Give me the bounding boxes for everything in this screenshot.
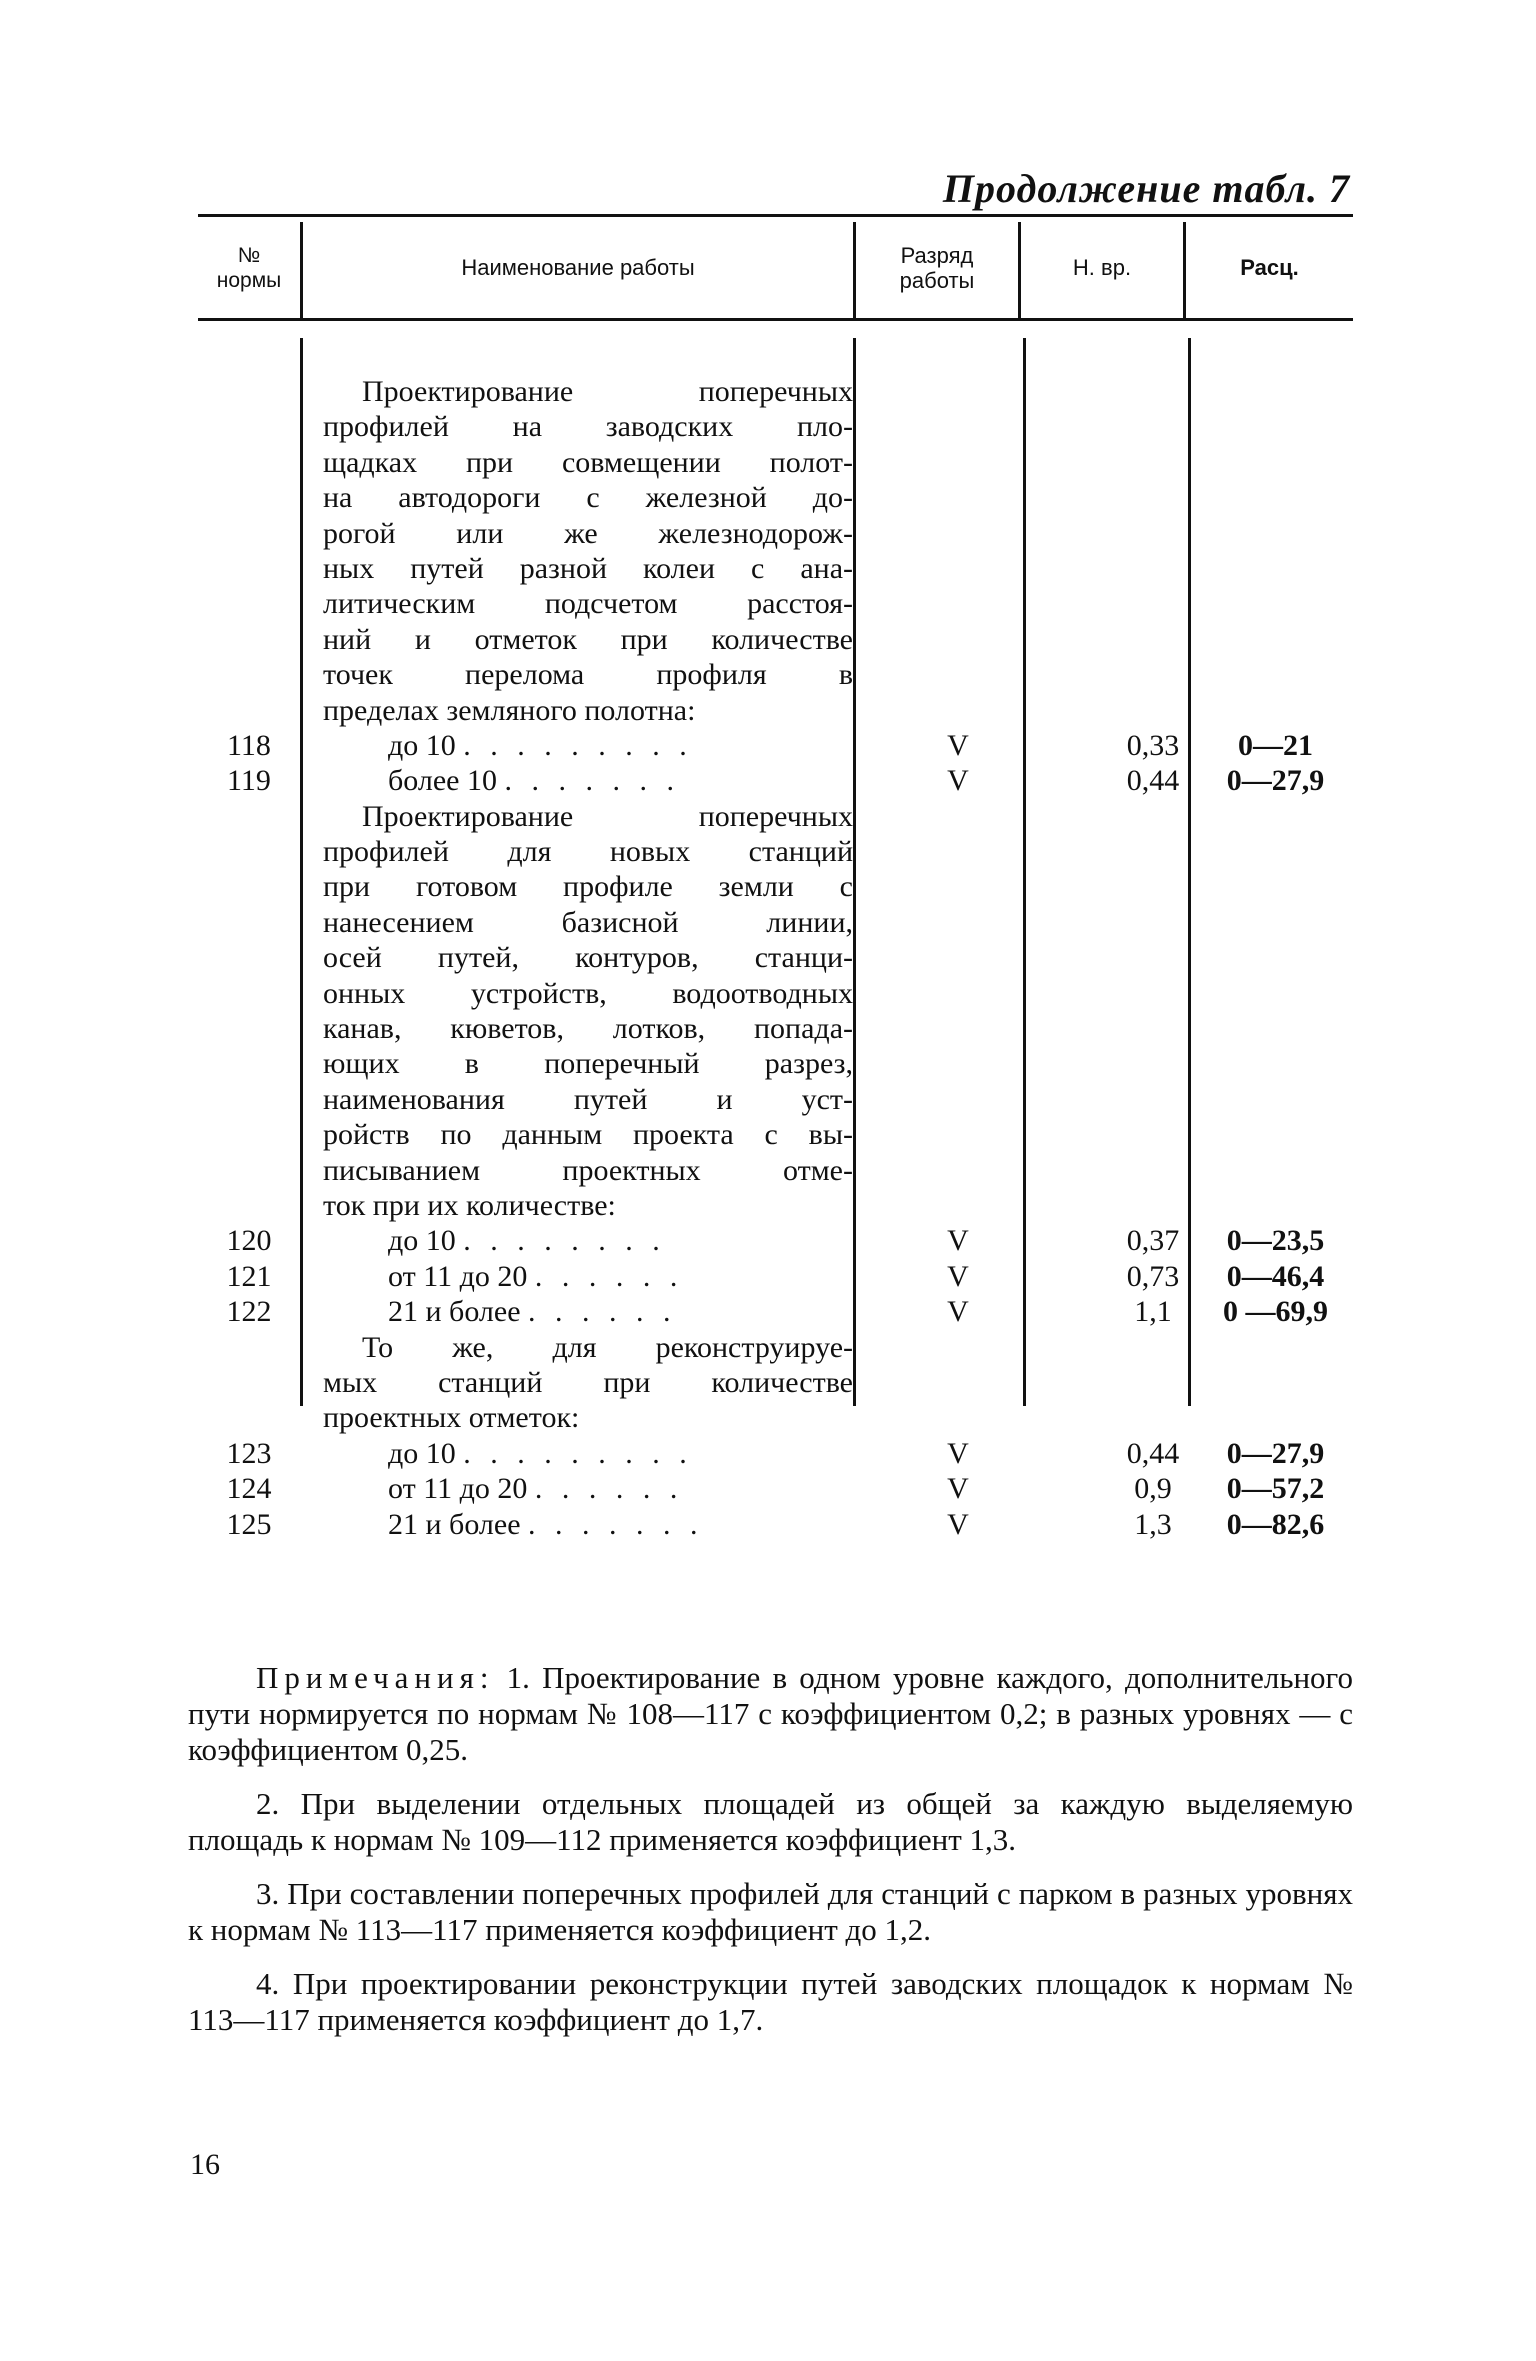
table-row bbox=[198, 1507, 1353, 1542]
work-name: на автодороги с железной до- bbox=[323, 481, 853, 515]
norm-number: 124 bbox=[226, 1472, 272, 1506]
work-name-text bbox=[323, 1365, 853, 1400]
work-name: писыванием проектных отме- bbox=[323, 1153, 853, 1187]
work-name-text bbox=[323, 869, 853, 904]
work-name-text bbox=[323, 551, 853, 586]
table-text-line bbox=[198, 480, 1353, 515]
work-name: То же, для реконструируе- bbox=[362, 1330, 853, 1364]
work-name: щадках при совмещении полот- bbox=[323, 445, 853, 479]
work-name: литическим подсчетом расстоя- bbox=[323, 587, 853, 621]
rate-value: 0—57,2 bbox=[1226, 1472, 1325, 1506]
work-name-text bbox=[388, 1507, 853, 1542]
rate-value: 0—27,9 bbox=[1226, 764, 1325, 798]
header-rate: Расц. bbox=[1240, 255, 1299, 280]
table-text-line bbox=[198, 586, 1353, 621]
notes-label: Примечания: bbox=[256, 1660, 495, 1695]
work-name: 21 и более bbox=[388, 1295, 521, 1329]
table-text-line bbox=[198, 1400, 1353, 1435]
table-text-line bbox=[198, 1117, 1353, 1152]
work-name: канав, кюветов, лотков, попада- bbox=[323, 1012, 853, 1046]
rate-value: 0—82,6 bbox=[1226, 1507, 1325, 1541]
table-text-line bbox=[198, 1153, 1353, 1188]
rate-value: 0—27,9 bbox=[1226, 1436, 1325, 1470]
work-category: V bbox=[947, 764, 969, 798]
table-row bbox=[198, 1436, 1353, 1471]
work-name: профилей для новых станций bbox=[323, 835, 853, 869]
work-category: V bbox=[947, 1507, 969, 1541]
header-time-norm: Н. вр. bbox=[1072, 255, 1132, 280]
table-text-line bbox=[198, 409, 1353, 444]
work-name-text bbox=[388, 763, 853, 798]
leader-dots: . . . . . . . . . bbox=[463, 1436, 693, 1470]
table-text-line bbox=[198, 551, 1353, 586]
table-text-line bbox=[198, 622, 1353, 657]
work-name: до 10 bbox=[388, 728, 456, 762]
work-name-text bbox=[323, 1046, 853, 1081]
work-name: до 10 bbox=[388, 1436, 456, 1470]
norm-number: 121 bbox=[226, 1259, 272, 1293]
work-name: Проектирование поперечных bbox=[362, 799, 853, 833]
table-row bbox=[198, 1294, 1353, 1329]
page-number: 16 bbox=[190, 2148, 220, 2181]
work-name-text bbox=[323, 1188, 853, 1223]
work-category: V bbox=[947, 728, 969, 762]
rate-value: 0—46,4 bbox=[1226, 1259, 1325, 1293]
time-norm: 0,33 bbox=[1126, 728, 1180, 762]
table-text-line bbox=[198, 1330, 1353, 1365]
work-name: профилей на заводских пло- bbox=[323, 410, 853, 444]
header-norm-number: № нормы bbox=[216, 243, 282, 292]
table-text-line bbox=[198, 905, 1353, 940]
table-body bbox=[198, 374, 1353, 1542]
norm-number: 125 bbox=[226, 1507, 272, 1541]
work-name: ных путей разной колеи с ана- bbox=[323, 551, 853, 585]
table-row bbox=[198, 728, 1353, 763]
work-name-text bbox=[323, 940, 853, 975]
note-text: 2. При выделении отдельных площадей из общей за каждую выделяемую площадь к нормам № 109—112 применяется коэффициент 1,3. bbox=[188, 1786, 1353, 1857]
work-name-text bbox=[323, 976, 853, 1011]
table-text-line bbox=[198, 516, 1353, 551]
time-norm: 1,1 bbox=[1134, 1295, 1172, 1329]
time-norm: 0,9 bbox=[1134, 1472, 1172, 1506]
table-text-line bbox=[198, 693, 1353, 728]
table-text-line bbox=[198, 1082, 1353, 1117]
work-name: пределах земляного полотна: bbox=[323, 693, 696, 727]
work-name: от 11 до 20 bbox=[388, 1472, 528, 1506]
note-text: 1. Проектирование в одном уровне каждого, дополнительного пути нормируется по нормам № 108—117 с коэффициентом 0,2; в разных уровнях — с коэффициентом 0,25. bbox=[188, 1660, 1354, 1767]
leader-dots: . . . . . . . bbox=[528, 1507, 704, 1541]
work-name-text bbox=[323, 834, 853, 869]
leader-dots: . . . . . . . bbox=[504, 764, 680, 798]
work-name-text bbox=[323, 445, 853, 480]
work-name: мых станций при количестве bbox=[323, 1365, 853, 1399]
work-category: V bbox=[947, 1472, 969, 1506]
work-name: до 10 bbox=[388, 1224, 456, 1258]
work-name: при готовом профиле земли с bbox=[323, 870, 853, 904]
note-2 bbox=[188, 1786, 1353, 1858]
time-norm: 1,3 bbox=[1134, 1507, 1172, 1541]
header-work-category: Разряд работы bbox=[899, 242, 975, 293]
table-text-line bbox=[198, 1365, 1353, 1400]
norm-number: 122 bbox=[226, 1295, 272, 1329]
table-text-line bbox=[198, 976, 1353, 1011]
work-name-text bbox=[323, 409, 853, 444]
norm-number: 118 bbox=[227, 728, 271, 762]
note-text: 4. При проектировании реконструкции путей заводских площадок к нормам № 113—117 применяется коэффициент до 1,7. bbox=[188, 1966, 1353, 2037]
table-text-line bbox=[198, 799, 1353, 834]
leader-dots: . . . . . . bbox=[528, 1295, 677, 1329]
table-text-line bbox=[198, 657, 1353, 692]
work-name-text bbox=[388, 1471, 853, 1506]
work-name-text bbox=[362, 1330, 853, 1365]
work-name: ток при их количестве: bbox=[323, 1188, 616, 1222]
rate-value: 0 —69,9 bbox=[1223, 1295, 1328, 1329]
work-name: онных устройств, водоотводных bbox=[323, 976, 853, 1010]
work-name-text bbox=[323, 905, 853, 940]
note-text: 3. При составлении поперечных профилей для станций с парком в разных уровнях к нормам № 113—117 применяется коэффициент до 1,2. bbox=[188, 1876, 1353, 1947]
work-category: V bbox=[947, 1436, 969, 1470]
work-name-text bbox=[323, 1400, 853, 1435]
work-name: точек перелома профиля в bbox=[323, 658, 853, 692]
work-name-text bbox=[388, 1223, 853, 1258]
work-category: V bbox=[947, 1295, 969, 1329]
table-text-line bbox=[198, 1046, 1353, 1081]
leader-dots: . . . . . . . . bbox=[463, 1224, 666, 1258]
table-row bbox=[198, 1471, 1353, 1506]
work-name: осей путей, контуров, станци- bbox=[323, 941, 853, 975]
table-row bbox=[198, 1223, 1353, 1258]
norm-number: 119 bbox=[227, 764, 271, 798]
time-norm: 0,37 bbox=[1126, 1224, 1180, 1258]
work-name: ройств по данным проекта с вы- bbox=[323, 1118, 853, 1152]
note-4 bbox=[188, 1966, 1353, 2038]
time-norm: 0,44 bbox=[1126, 1436, 1180, 1470]
table-text-line bbox=[198, 940, 1353, 975]
table-text-line bbox=[198, 445, 1353, 480]
table-text-line bbox=[198, 834, 1353, 869]
header-work-name: Наименование работы bbox=[461, 255, 695, 280]
work-name-text bbox=[388, 1436, 853, 1471]
leader-dots: . . . . . . bbox=[534, 1259, 684, 1293]
work-name-text bbox=[323, 693, 853, 728]
norm-number: 123 bbox=[226, 1436, 272, 1470]
work-name: ний и отметок при количестве bbox=[323, 622, 853, 656]
work-name-text bbox=[323, 1011, 853, 1046]
note-3 bbox=[188, 1876, 1353, 1948]
leader-dots: . . . . . . . . . bbox=[463, 728, 693, 762]
work-name: наименования путей и уст- bbox=[323, 1082, 853, 1116]
work-name-text bbox=[323, 586, 853, 621]
table-row bbox=[198, 763, 1353, 798]
table-text-line bbox=[198, 374, 1353, 409]
work-name-text bbox=[323, 1082, 853, 1117]
leader-dots: . . . . . . bbox=[534, 1472, 684, 1506]
work-name-text bbox=[323, 516, 853, 551]
work-name-text bbox=[323, 480, 853, 515]
table-row bbox=[198, 1259, 1353, 1294]
work-name: Проектирование поперечных bbox=[362, 375, 853, 408]
time-norm: 0,73 bbox=[1126, 1259, 1180, 1293]
work-name-text bbox=[362, 374, 853, 409]
work-name: более 10 bbox=[388, 764, 497, 798]
norm-number: 120 bbox=[226, 1224, 272, 1258]
time-norm: 0,44 bbox=[1126, 764, 1180, 798]
work-name: проектных отметок: bbox=[323, 1401, 580, 1435]
work-name: ющих в поперечный разрез, bbox=[323, 1047, 853, 1081]
work-name: рогой или же железнодорож- bbox=[323, 516, 853, 550]
table-text-line bbox=[198, 869, 1353, 904]
work-category: V bbox=[947, 1259, 969, 1293]
table-text-line bbox=[198, 1188, 1353, 1223]
work-name-text bbox=[388, 728, 853, 763]
work-name: от 11 до 20 bbox=[388, 1259, 528, 1293]
work-category: V bbox=[947, 1224, 969, 1258]
work-name-text bbox=[388, 1259, 853, 1294]
rate-value: 0—21 bbox=[1238, 728, 1313, 762]
work-name-text bbox=[323, 1117, 853, 1152]
work-name: 21 и более bbox=[388, 1507, 521, 1541]
header-bottom-rule bbox=[198, 318, 1353, 321]
work-name-text bbox=[388, 1294, 853, 1329]
note-1 bbox=[188, 1660, 1353, 1768]
work-name: нанесением базисной линии, bbox=[323, 905, 853, 939]
work-name-text bbox=[323, 622, 853, 657]
work-name-text bbox=[362, 799, 853, 834]
table-text-line bbox=[198, 1011, 1353, 1046]
work-name-text bbox=[323, 1153, 853, 1188]
rate-value: 0—23,5 bbox=[1226, 1224, 1325, 1258]
work-name-text bbox=[323, 657, 853, 692]
table-caption: Продолжение табл. 7 bbox=[942, 166, 1350, 211]
notes-section bbox=[188, 1660, 1353, 2056]
